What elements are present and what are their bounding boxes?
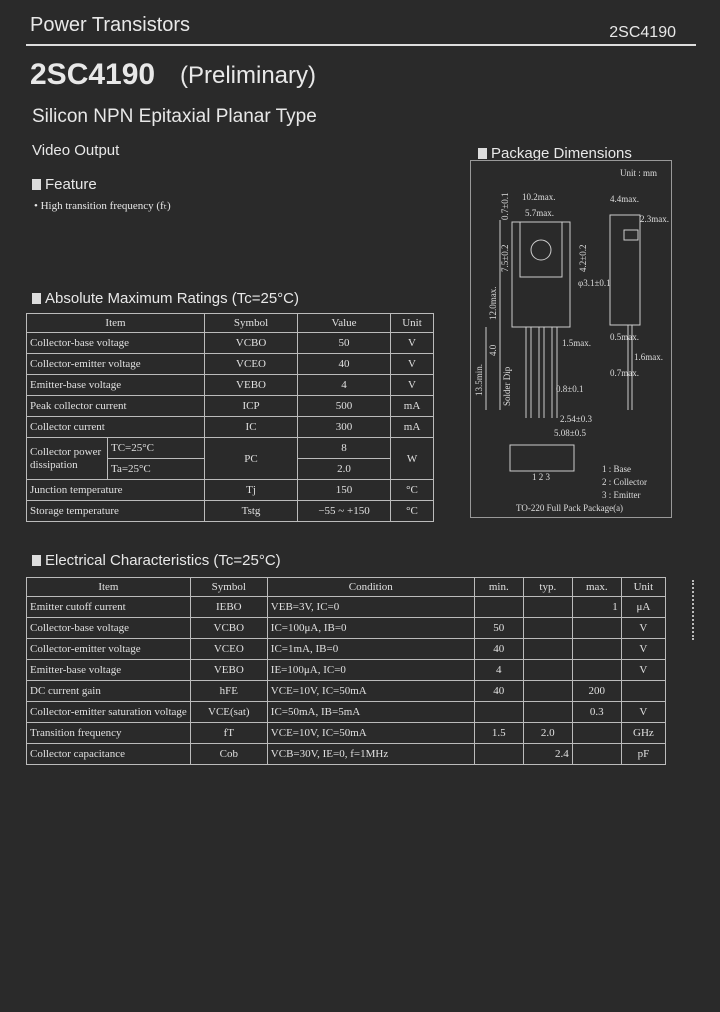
bullet-square-icon [478,148,487,159]
table-cell: V [621,660,665,681]
table-cell: ICP [205,396,298,417]
table-cell: Condition [267,578,474,597]
table-cell: Value [298,314,391,333]
table-row [27,597,666,618]
table-row [27,396,434,417]
dimension-label: Solder Dip [502,366,512,406]
abs-max-table [26,313,434,522]
table-cell: 2.0 [298,459,391,480]
table-cell: Collector-base voltage [27,333,205,354]
table-row [27,744,666,765]
device-type-subtitle: Silicon NPN Epitaxial Planar Type [32,106,317,127]
table-cell [523,660,572,681]
table-cell: 40 [474,681,523,702]
table-cell [474,597,523,618]
table-cell: 40 [474,639,523,660]
part-number-title: 2SC4190 [30,58,156,91]
table-row [27,333,434,354]
table-row [27,480,434,501]
table-cell [572,744,621,765]
table-cell: mA [391,417,434,438]
table-cell: Symbol [190,578,267,597]
table-cell: VCB=30V, IE=0, f=1MHz [267,744,474,765]
dimension-label: 10.2max. [522,192,556,202]
table-cell: IC [205,417,298,438]
dimension-label: 0.7max. [610,368,639,378]
table-cell: Collector power dissipation [27,438,108,480]
pin-layout-box [510,445,574,471]
dimension-label: 1 : Base [602,464,631,474]
table-cell: Collector capacitance [27,744,191,765]
table-row [27,702,666,723]
table-cell: Emitter cutoff current [27,597,191,618]
table-cell: −55 ~ +150 [298,501,391,522]
table-cell: VEBO [205,375,298,396]
table-cell: PC [205,438,298,480]
header-divider [26,44,696,46]
bullet-square-icon [32,555,41,566]
package-heading: Package Dimensions [478,145,632,162]
table-cell: Tstg [205,501,298,522]
table-cell: VCEO [190,639,267,660]
table-cell [523,681,572,702]
table-row [27,681,666,702]
abs-max-heading: Absolute Maximum Ratings (Tc=25°C) [32,290,299,307]
table-cell: VEBO [190,660,267,681]
table-cell: 8 [298,438,391,459]
feature-heading: Feature [32,176,97,193]
dimension-label: 4.0 [488,344,498,356]
table-row [27,618,666,639]
table-cell: V [391,354,434,375]
table-cell: 50 [298,333,391,354]
table-cell: min. [474,578,523,597]
table-cell: VCE=10V, IC=50mA [267,723,474,744]
unit-label: Unit : mm [620,168,658,178]
table-cell: Cob [190,744,267,765]
part-code-header: 2SC4190 [609,24,676,41]
table-cell: 1.5 [474,723,523,744]
table-cell: IC=1mA, IB=0 [267,639,474,660]
preliminary-label: (Preliminary) [180,62,317,89]
dimension-label: 0.5max. [610,332,639,342]
table-cell: typ. [523,578,572,597]
table-row [27,639,666,660]
table-cell: GHz [621,723,665,744]
table-cell: Tj [205,480,298,501]
table-cell: 300 [298,417,391,438]
table-cell: Storage temperature [27,501,205,522]
table-cell: Peak collector current [27,396,205,417]
table-cell: °C [391,501,434,522]
table-cell [572,660,621,681]
table-cell: Emitter-base voltage [27,375,205,396]
table-cell: 4 [298,375,391,396]
table-cell: 40 [298,354,391,375]
table-cell: Collector-emitter voltage [27,354,205,375]
table-cell: W [391,438,434,480]
table-cell [474,744,523,765]
table-cell [523,639,572,660]
table-row [27,723,666,744]
table-row [27,501,434,522]
table-row [27,438,434,459]
table-row [27,354,434,375]
table-cell: 2.4 [523,744,572,765]
table-cell: °C [391,480,434,501]
table-cell [523,618,572,639]
table-cell: max. [572,578,621,597]
table-cell: IC=100μA, IB=0 [267,618,474,639]
table-cell: μA [621,597,665,618]
table-cell: IC=50mA, IB=5mA [267,702,474,723]
table-cell: TC=25°C [108,438,205,459]
table-cell [523,597,572,618]
side-view-body [610,215,640,325]
table-cell: fT [190,723,267,744]
table-cell: Collector-emitter voltage [27,639,191,660]
table-header-row [27,578,666,597]
table-row [27,375,434,396]
table-cell: VCE(sat) [190,702,267,723]
dimension-label: 5.7max. [525,208,554,218]
table-cell: Symbol [205,314,298,333]
package-diagram [470,160,670,516]
table-cell: 200 [572,681,621,702]
dimension-label: 5.08±0.5 [554,428,586,438]
package-tab-outline [520,222,562,277]
table-cell: Collector-base voltage [27,618,191,639]
dimension-label: 1 2 3 [532,472,550,482]
bullet-square-icon [32,179,41,190]
bullet-square-icon [32,293,41,304]
table-cell: Item [27,314,205,333]
table-cell [474,702,523,723]
table-cell: V [621,639,665,660]
table-cell: V [391,375,434,396]
table-cell [621,681,665,702]
table-cell: Collector current [27,417,205,438]
table-cell: 500 [298,396,391,417]
table-cell: 1 [572,597,621,618]
table-cell: pF [621,744,665,765]
table-cell [523,702,572,723]
dimension-label: 4.4max. [610,194,639,204]
table-cell: 150 [298,480,391,501]
table-cell: VEB=3V, IC=0 [267,597,474,618]
dimension-label: 12.0max. [488,286,498,320]
mounting-hole [531,240,551,260]
dimension-label: 3 : Emitter [602,490,641,500]
table-cell: Collector-emitter saturation voltage [27,702,191,723]
elec-heading: Electrical Characteristics (Tc=25°C) [32,552,281,569]
table-header-row [27,314,434,333]
table-cell: DC current gain [27,681,191,702]
table-cell: Item [27,578,191,597]
table-cell: 50 [474,618,523,639]
category-title: Power Transistors [30,14,191,36]
table-cell: Unit [391,314,434,333]
table-cell: Unit [621,578,665,597]
dimension-label: 1.6max. [634,352,663,362]
table-cell: V [621,618,665,639]
dimension-label: 0.7±0.1 [500,192,510,220]
table-cell [572,639,621,660]
table-cell: VCEO [205,354,298,375]
table-cell: Emitter-base voltage [27,660,191,681]
table-cell: mA [391,396,434,417]
table-cell [572,618,621,639]
dimension-label: 1.5max. [562,338,591,348]
dimension-label: 13.5min. [474,363,484,396]
table-cell: Ta=25°C [108,459,205,480]
table-cell: VCBO [205,333,298,354]
table-row [27,417,434,438]
table-cell: Junction temperature [27,480,205,501]
table-cell: V [621,702,665,723]
table-cell: V [391,333,434,354]
table-cell: hFE [190,681,267,702]
table-cell: 2.0 [523,723,572,744]
dimension-label: 2 : Collector [602,477,647,487]
table-cell: 4 [474,660,523,681]
elec-table [26,577,666,765]
feature-item: • High transition frequency (fₜ) [34,200,171,212]
dimension-label: 4.2±0.2 [578,244,588,272]
table-cell [572,723,621,744]
dimension-label: φ3.1±0.1 [578,278,611,288]
package-body-outline [512,222,570,327]
dimension-label: 2.54±0.3 [560,414,592,424]
table-cell: VCBO [190,618,267,639]
table-row [27,660,666,681]
dimension-label: TO-220 Full Pack Package(a) [516,503,624,513]
table-cell: IE=100μA, IC=0 [267,660,474,681]
application-label: Video Output [32,142,120,159]
table-cell: IEBO [190,597,267,618]
table-cell: VCE=10V, IC=50mA [267,681,474,702]
dimension-label: 0.8±0.1 [556,384,584,394]
dimension-label: 2.3max. [640,214,669,224]
dimension-label: 7.5±0.2 [500,244,510,272]
table-cell: Transition frequency [27,723,191,744]
table-cell: 0.3 [572,702,621,723]
margin-mark [692,580,697,640]
